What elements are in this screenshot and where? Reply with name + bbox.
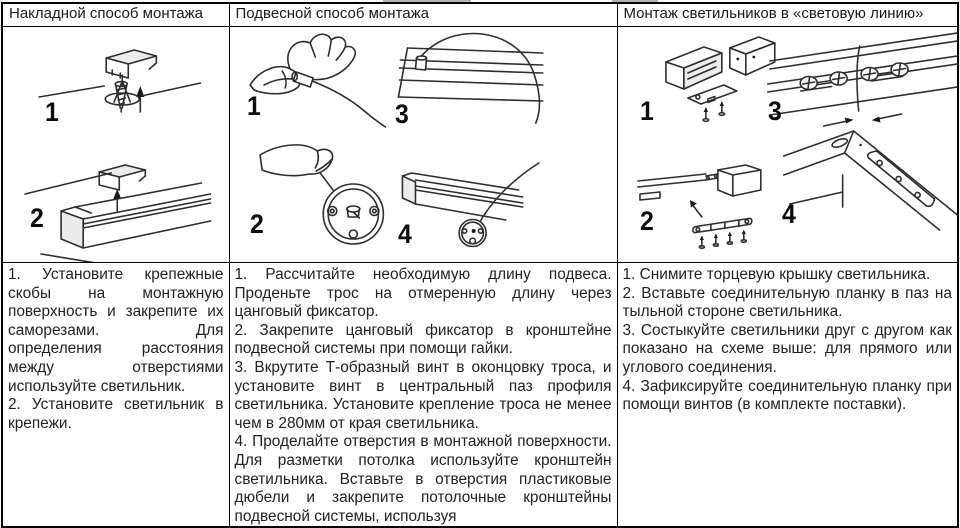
instruction-step: 3. Вкрутите Т-образный винт в оконцовку троса, и установите винт в центральный паз профиля светильника. Установите крепление троса не менее чем в 280мм от края светильника. — [234, 358, 612, 432]
figure-number-label: 3 — [767, 96, 782, 126]
header-cell-light-line — [617, 3, 958, 27]
straight-joint-drawing — [767, 33, 957, 126]
figures-cell-light-line — [617, 27, 958, 263]
instruction-step: 2. Закрепите цанговый фиксатор в кронштейне подвесной системы при помощи гайки. — [234, 321, 612, 358]
end-cap-removal-drawing — [665, 37, 774, 121]
suspended-mount-illustration — [230, 27, 617, 262]
clip-and-screw-drawing — [39, 50, 200, 112]
figures-row — [2, 27, 958, 263]
figure-number-label: 2 — [249, 209, 264, 239]
figure-number-label: 3 — [394, 99, 409, 129]
bracket-and-profile-drawing — [25, 165, 210, 262]
figures-cell-suspended-mount — [229, 27, 617, 263]
installation-instructions-table — [1, 2, 959, 528]
hands-threading-cable-drawing — [250, 34, 385, 127]
header-cell-surface-mount — [2, 3, 229, 27]
profile-and-ceiling-disc-drawing — [402, 163, 538, 247]
header-cell-suspended-mount — [229, 3, 617, 27]
figure-number-label: 4 — [781, 199, 796, 229]
steps-cell-light-line — [617, 263, 958, 528]
instruction-step: 2. Вставьте соединительную планку в паз на тыльной стороне светильника. — [622, 284, 952, 321]
figure-number-label: 4 — [397, 219, 412, 249]
instruction-step: 1. Снимите торцевую крышку светильника. — [622, 266, 931, 283]
instruction-step: 1. Рассчитайте необходимую длину подвеса. Проденьте трос на отмеренную длину через цанговый фиксатор. — [234, 266, 612, 321]
figure-number-label: 1 — [246, 91, 261, 121]
figure-number-label: 2 — [639, 206, 654, 236]
profile-with-cable-mount-drawing — [398, 34, 542, 123]
figures-cell-surface-mount — [2, 27, 229, 263]
instruction-step: 3. Состыкуйте светильники друг с другом как показано на схеме выше: для прямого или углового соединения. — [622, 321, 952, 376]
steps-cell-suspended-mount — [229, 263, 617, 528]
instruction-step: 4. Проделайте отверстия в монтажной поверхности. Для разметки потолка используйте кронштейн светильника. Вставьте в отверстия пластиковые дюбели и закрепите потолочные кронштейны подвесной системы, используя — [234, 433, 612, 525]
figure-number-label: 2 — [30, 203, 44, 233]
instructions-row — [2, 263, 958, 528]
column-title: Накладной способ монтажа — [9, 5, 204, 22]
header-row — [2, 3, 958, 27]
instruction-step: 4. Зафиксируйте соединительную планку при помощи винтов (в комплекте поставки). — [622, 377, 952, 414]
hand-and-canopy-disc-drawing — [260, 145, 383, 244]
figure-number-label: 1 — [45, 97, 59, 127]
figure-number-label: 1 — [639, 96, 654, 126]
column-title: Монтаж светильников в «световую линию» — [623, 5, 924, 22]
corner-joint-drawing — [783, 131, 957, 230]
instruction-step: 1. Установите крепежные скобы на монтажную поверхность и закрепите их саморезами. Для определения расстояния между отверстиями используйте светильник. — [8, 266, 224, 395]
connecting-plate-insert-drawing — [637, 165, 760, 248]
instruction-step: 2. Установите светильник в крепежи. — [8, 396, 224, 432]
steps-cell-surface-mount — [2, 263, 229, 528]
column-title: Подвесной способ монтажа — [235, 5, 429, 22]
